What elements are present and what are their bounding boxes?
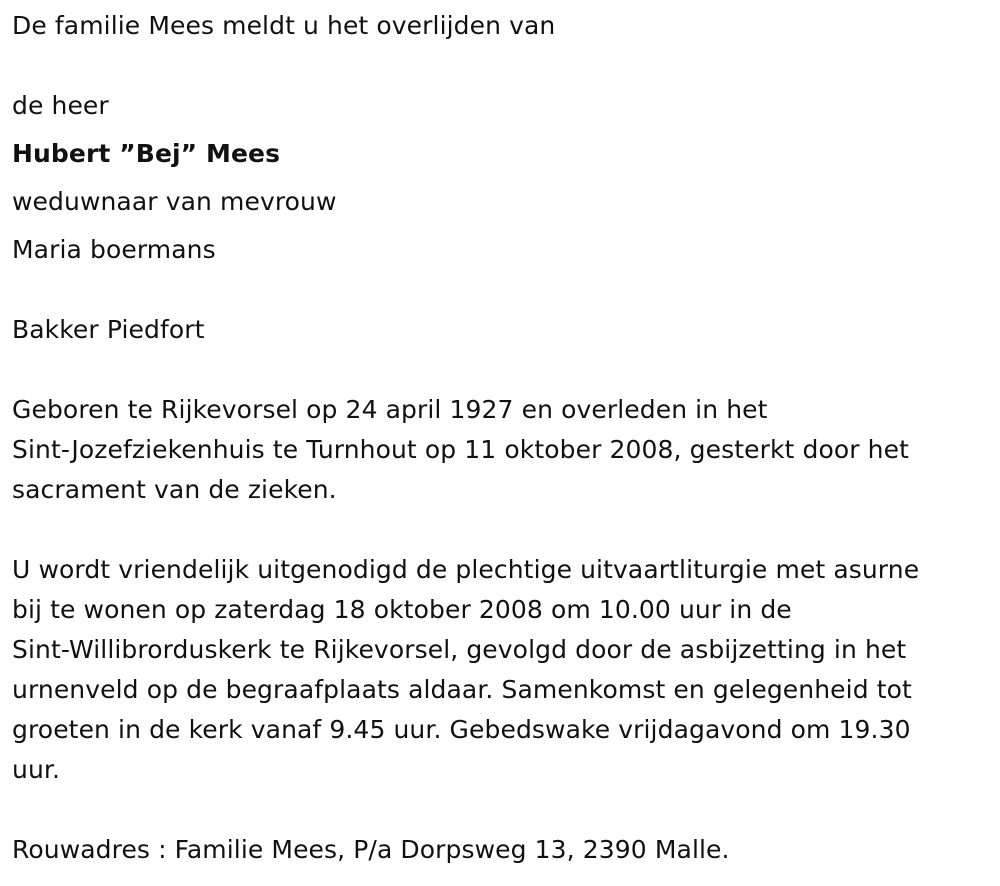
mourning-address: Rouwadres : Familie Mees, P/a Dorpsweg 13, 2390 Malle. [12, 835, 730, 864]
spacer [12, 350, 988, 390]
birth-death-line: Geboren te Rijkevorsel op 24 april 1927 en overleden in het [12, 395, 768, 424]
spouse-name: Maria boermans [12, 235, 216, 264]
birth-death-line: Sint-Jozefziekenhuis te Turnhout op 11 oktober 2008, gesterkt door het [12, 435, 909, 464]
birth-death-paragraph [12, 390, 988, 510]
spacer [12, 510, 988, 550]
spacer [12, 126, 988, 134]
birth-death-line: sacrament van de zieken. [12, 475, 337, 504]
funeral-line: uur. [12, 755, 61, 784]
funeral-line: groeten in de kerk vanaf 9.45 uur. Gebedswake vrijdagavond om 19.30 [12, 715, 911, 744]
funeral-line: U wordt vriendelijk uitgenodigd de plechtige uitvaartliturgie met asurne [12, 555, 920, 584]
funeral-line: Sint-Willibrorduskerk te Rijkevorsel, gevolgd door de asbijzetting in het [12, 635, 907, 664]
occupation-text: Bakker Piedfort [12, 315, 205, 344]
spacer [12, 222, 988, 230]
salutation-text: de heer [12, 91, 109, 120]
spacer [12, 174, 988, 182]
spacer [12, 270, 988, 310]
spacer [12, 790, 988, 830]
deceased-name: Hubert ”Bej” Mees [12, 139, 281, 168]
funeral-line: bij te wonen op zaterdag 18 oktober 2008 om 10.00 uur in de [12, 595, 792, 624]
intro-text: De familie Mees meldt u het overlijden van [12, 11, 556, 40]
funeral-paragraph [12, 550, 988, 790]
spacer [12, 46, 988, 86]
funeral-line: urnenveld op de begraafplaats aldaar. Samenkomst en gelegenheid tot [12, 675, 912, 704]
widower-text: weduwnaar van mevrouw [12, 187, 337, 216]
